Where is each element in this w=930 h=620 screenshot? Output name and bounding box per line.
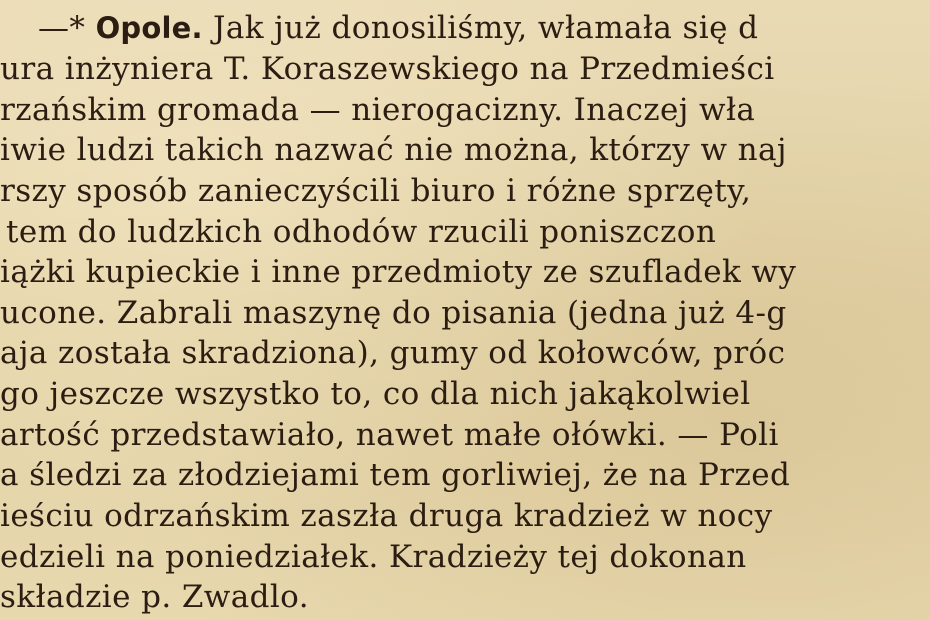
article-line-5: rszy sposób zanieczyścili biuro i różne sprzęty, — [0, 173, 752, 209]
lead-dash: —* — [38, 10, 86, 46]
article-line-15: składzie p. Zwadlo. — [0, 579, 309, 615]
article-first-line-text: Jak już donosiliśmy, włamała się d — [213, 10, 759, 46]
article-line-4: iwie ludzi takich nazwać nie można, którzy w naj — [0, 132, 787, 168]
article-line-8: ucone. Zabrali maszynę do pisania (jedna już 4-g — [0, 295, 787, 331]
article-first-line — [0, 8, 758, 48]
article-line-12: a śledzi za złodziejami tem gorliwiej, że na Przed — [0, 457, 791, 493]
article-line-13: ieściu odrzańskim zaszła druga kradzież w nocy — [0, 498, 773, 534]
article-line-11: artość przedstawiało, nawet małe ołówki. — Poli — [0, 417, 779, 453]
article-line-2: ura inżyniera T. Koraszewskiego na Przedmieści — [0, 51, 775, 87]
article-line-9: aja została skradziona), gumy od kołowców, próc — [0, 335, 786, 371]
article-city-heading: Opole. — [95, 11, 203, 45]
article-line-14: edzieli na poniedziałek. Kradzieży tej dokonan — [0, 539, 747, 575]
article-line-10: go jeszcze wszystko to, co dla nich jakąkolwiel — [0, 376, 751, 412]
article-line-7: iążki kupieckie i inne przedmioty ze szufladek wy — [0, 254, 797, 290]
article-line-3: rzańskim gromada — nierogacizny. Inaczej wła — [0, 92, 756, 128]
article-line-6: tem do ludzkich odhodów rzucili poniszczon — [6, 214, 717, 250]
